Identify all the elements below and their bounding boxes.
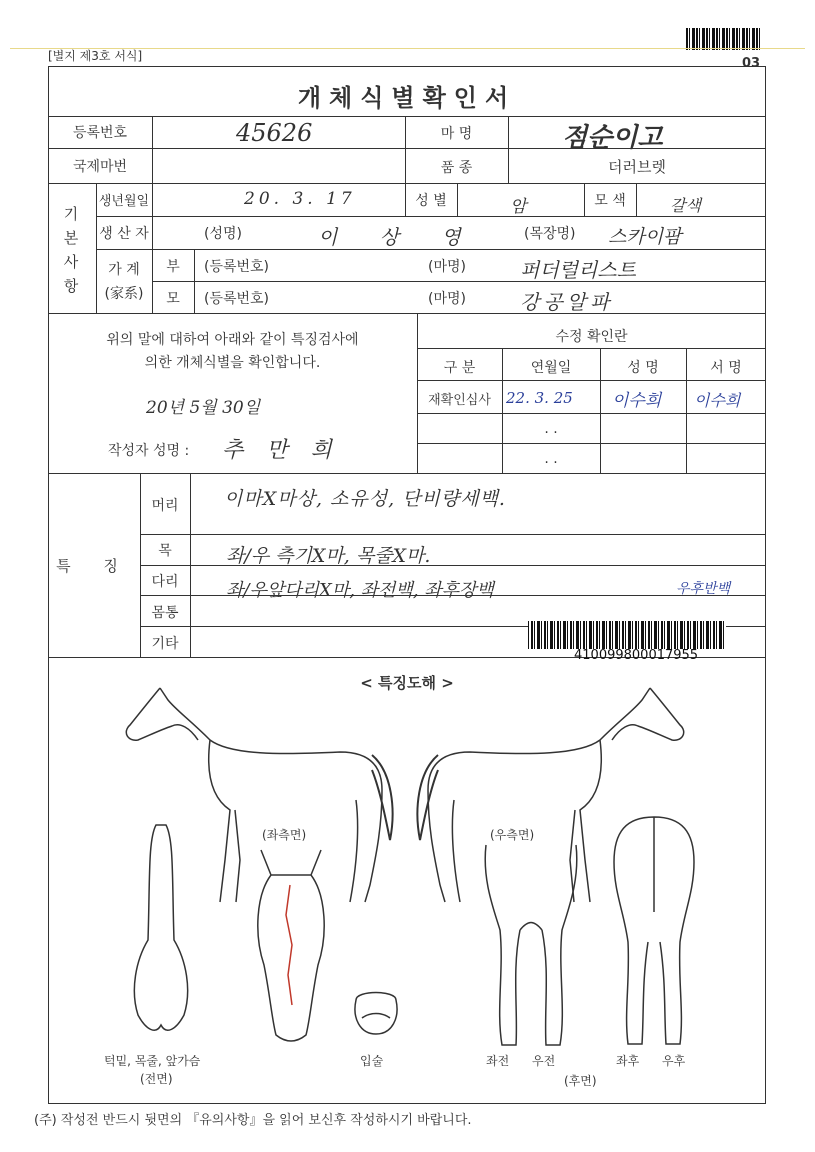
birth-label: 생년월일 xyxy=(98,194,150,209)
neck-label: 목 xyxy=(158,543,172,559)
throat-caption: 턱밑, 목줄, 앞가슴 xyxy=(104,1054,201,1068)
breeder-name-prefix: (성명) xyxy=(204,226,242,242)
top-barcode xyxy=(686,28,762,50)
horse-rear-icon xyxy=(606,812,702,1048)
dam-reg-prefix: (등록번호) xyxy=(204,291,270,307)
birth-value: 20. 3. 17 xyxy=(244,189,356,209)
revision-title: 수정 확인란 xyxy=(555,329,628,345)
coat-label: 모 색 xyxy=(594,193,626,209)
reg-no-value: 45626 xyxy=(236,119,313,147)
feature-barcode xyxy=(528,621,726,649)
legs-label: 다리 xyxy=(151,574,179,590)
horse-front-legs-icon xyxy=(476,840,586,1050)
features-label: 특 징 xyxy=(56,557,132,575)
revision-row1-sign: 이수희 xyxy=(694,391,741,410)
left-hind-caption: 좌후 xyxy=(616,1054,640,1068)
dam-name-value: 강공알파 xyxy=(520,290,614,314)
author-label: 작성자 성명 : xyxy=(108,443,190,459)
revision-col-sign: 서 명 xyxy=(710,360,742,376)
barcode-number: 410099800017955 xyxy=(574,648,699,663)
revision-col-date: 연월일 xyxy=(530,360,572,376)
horse-name-value: 점순이고 xyxy=(562,123,663,153)
page-number: 03 xyxy=(742,56,761,71)
reg-no-label: 등록번호 xyxy=(72,125,128,141)
left-front-caption: 좌전 xyxy=(486,1054,510,1068)
horse-name-label: 마 명 xyxy=(440,126,473,142)
sire-name-prefix: (마명) xyxy=(428,259,466,275)
breeder-name-value: 이 상 영 xyxy=(318,225,479,249)
farm-value: 스카이팜 xyxy=(608,226,682,248)
muzzle-caption: 입술 xyxy=(360,1054,384,1068)
revision-row3-dots: . . xyxy=(544,451,558,467)
head-value: 이마X마상, 소유성, 단비량세백. xyxy=(224,488,506,510)
confirmation-date: 20년 5월 30일 xyxy=(146,398,261,418)
sire-name-value: 퍼더럴리스트 xyxy=(520,258,636,282)
neck-value: 좌/우 측기X마, 목줄X마. xyxy=(226,545,431,567)
dam-name-prefix: (마명) xyxy=(428,291,466,307)
breed-value: 더러브렛 xyxy=(608,158,666,176)
sire-reg-prefix: (등록번호) xyxy=(204,259,270,275)
other-label: 기타 xyxy=(151,636,179,652)
legs-extra-value: 우후반백 xyxy=(676,581,731,597)
sex-label: 성 별 xyxy=(415,193,447,209)
sire-label: 부 xyxy=(166,259,180,275)
right-front-caption: 우전 xyxy=(532,1054,556,1068)
form-tag: [별지 제3호 서식] xyxy=(48,49,143,63)
revision-col-type: 구 분 xyxy=(443,360,476,376)
breeder-label: 생 산 자 xyxy=(99,226,149,242)
horse-muzzle-icon xyxy=(348,988,404,1038)
statement-line1: 위의 말에 대하여 아래와 같이 특징검사에 xyxy=(106,332,359,348)
dam-label: 모 xyxy=(166,291,180,307)
page-title: 개체식별확인서 xyxy=(297,84,517,112)
breed-label: 품 종 xyxy=(440,160,473,176)
left-side-caption: (좌측면) xyxy=(262,828,307,842)
intl-no-label: 국제마번 xyxy=(72,159,128,175)
sex-value: 암 xyxy=(510,197,527,217)
head-label: 머리 xyxy=(151,498,179,514)
coat-value: 갈색 xyxy=(670,196,701,215)
right-side-caption: (우측면) xyxy=(490,828,535,842)
statement-line2: 의한 개체식별을 확인합니다. xyxy=(144,355,321,371)
revision-row2-dots: . . xyxy=(544,421,558,437)
horse-throat-icon xyxy=(126,820,196,1040)
revision-col-name: 성 명 xyxy=(627,360,659,376)
farm-prefix: (목장명) xyxy=(524,226,576,242)
legs-value: 좌/우앞다리X마, 좌전백, 좌후장백 xyxy=(226,580,494,601)
diagram-title: < 특징도해 > xyxy=(360,674,454,692)
basic-info-label: 기 본 사 항 xyxy=(63,205,79,295)
front-caption: (전면) xyxy=(140,1072,173,1086)
horse-front-head-icon xyxy=(246,845,336,1045)
revision-row1-date: 22. 3. 25 xyxy=(506,389,573,407)
footer-note: (주) 작성전 반드시 뒷면의 『유의사항』을 읽어 보신후 작성하시기 바랍니다. xyxy=(34,1113,472,1128)
right-hind-caption: 우후 xyxy=(662,1054,686,1068)
revision-row1-type: 재확인심사 xyxy=(428,393,491,408)
rear-caption: (후면) xyxy=(564,1074,597,1088)
family-label: 가 계 (家系) xyxy=(104,262,144,302)
body-label: 몸통 xyxy=(151,605,179,621)
revision-row1-name: 이수희 xyxy=(612,391,662,411)
author-signature: 추 만 희 xyxy=(222,438,340,463)
